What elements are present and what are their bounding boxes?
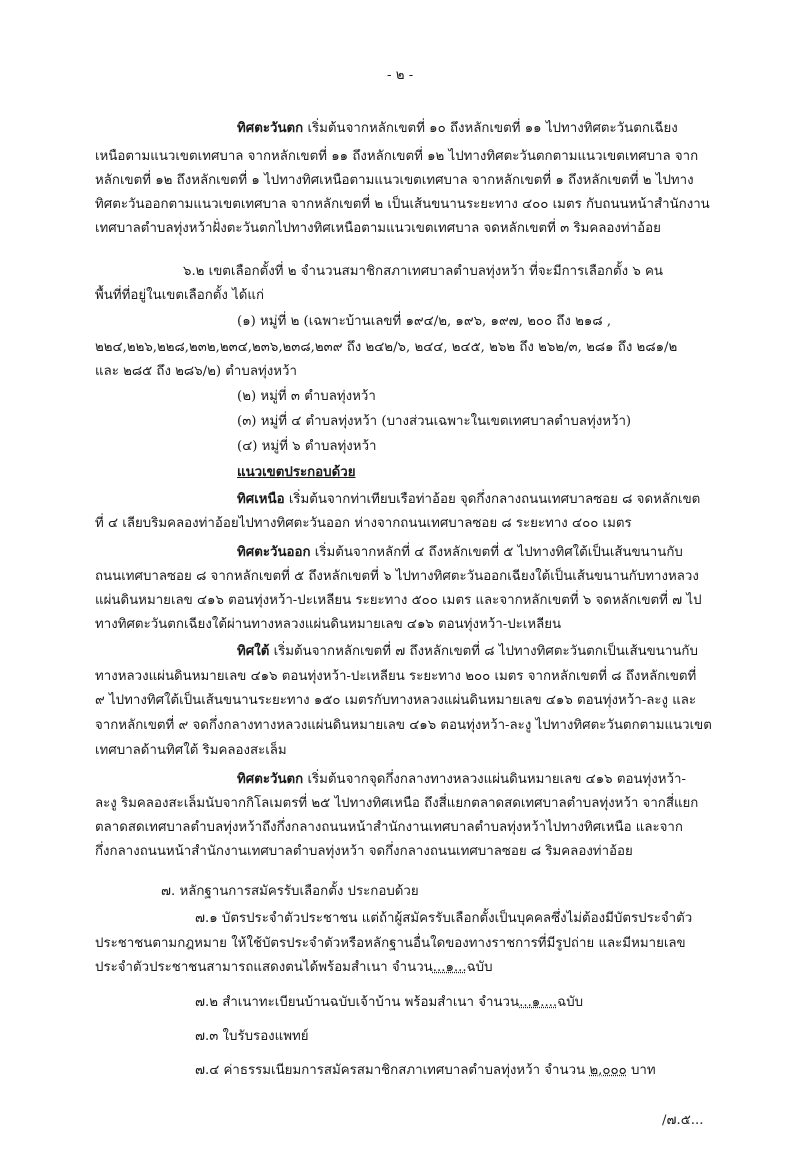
zone-2-item-4: (๔) หมู่ที่ ๖ ตำบลทุ่งหว้า (237, 439, 377, 454)
zone-2-item-1-cont2: และ ๒๘๕ ถึง ๒๘๖/๒) ตำบลทุ่งหว้า (95, 364, 297, 379)
zone-2-item-3: (๓) หมู่ที่ ๔ ตำบลทุ่งหว้า (บางส่วนเฉพาะในเขตเทศบาลตำบลทุ่งหว้า) (237, 414, 632, 429)
west2-boundary-line-2: ละงู ริมคลองสะเล็มนับจากกิโลเมตรที่ ๒๕ ไปทางทิศเหนือ ถึงสี่แยกตลาดสดเทศบาลตำบลทุ่งหว้า จากสี่แยก (95, 796, 699, 811)
south-boundary-line-5: เทศบาลด้านทิศใต้ ริมคลองสะเล็ม (95, 743, 287, 758)
boundary-heading: แนวเขตประกอบด้วย (237, 465, 356, 480)
south-boundary-line-2: ทางหลวงแผ่นดินหมายเลข ๔๑๖ ตอนทุ่งหว้า-ปะเหลียน ระยะทาง ๒๐๐ เมตร จากหลักเขตที่ ๘ ถึงหลักเขตที่ (95, 669, 697, 684)
continuation-marker: /๗.๕... (662, 1113, 704, 1128)
item-7-2: ๗.๒ สำเนาทะเบียนบ้านฉบับเจ้าบ้าน พร้อมสำเนา จำนวน...๑....ฉบับ (195, 995, 584, 1010)
page-number: - ๒ - (387, 68, 414, 83)
south-heading: ทิศใต้ (237, 644, 270, 659)
zone-2-heading: ๖.๒ เขตเลือกตั้งที่ ๒ จำนวนสมาชิกสภาเทศบาลตำบลทุ่งหว้า ที่จะมีการเลือกตั้ง ๖ คน (183, 264, 663, 279)
south-boundary-line-1: ทิศใต้ เริ่มต้นจากหลักเขตที่ ๗ ถึงหลักเขตที่ ๘ ไปทางทิศตะวันตกเป็นเส้นขนานกับ (237, 644, 698, 659)
west2-boundary-line-4: กึ่งกลางถนนหน้าสำนักงานเทศบาลตำบลทุ่งหว้า จดกึ่งกลางถนนเทศบาลซอย ๘ ริมคลองท่าอ้อย (95, 844, 633, 859)
id-card-copy-count: ...๑... (432, 960, 467, 975)
zone-2-area-intro: พื้นที่ที่อยู่ในเขตเลือกตั้ง ได้แก่ (95, 288, 265, 303)
north-boundary-line-2: ที่ ๔ เลียบริมคลองท่าอ้อยไปทางทิศตะวันออก ห่างจากถนนเทศบาลซอย ๘ ระยะทาง ๔๐๐ เมตร (95, 516, 632, 531)
east-boundary-line-2: ถนนเทศบาลซอย ๘ จากหลักเขตที่ ๕ ถึงหลักเขตที่ ๖ ไปทางทิศตะวันออกเฉียงใต้เป็นเส้นขนานกับทางหลวง (95, 569, 699, 584)
west-boundary-line-3: หลักเขตที่ ๑๒ ถึงหลักเขตที่ ๑ ไปทางทิศเหนือตามแนวเขตเทศบาล จากหลักเขตที่ ๑ ถึงหลักเขตที่ ๒ ไปทาง (95, 173, 694, 188)
west2-heading: ทิศตะวันตก (237, 772, 304, 787)
section-7-heading: ๗. หลักฐานการสมัครรับเลือกตั้ง ประกอบด้วย (161, 884, 419, 899)
west-boundary-line-1: ทิศตะวันตก เริ่มต้นจากหลักเขตที่ ๑๐ ถึงหลักเขตที่ ๑๑ ไปทางทิศตะวันตกเฉียง (237, 121, 678, 136)
application-fee-amount: ๒,๐๐๐ (589, 1063, 627, 1078)
house-registration-copy-count: ...๑.... (519, 995, 558, 1010)
east-heading: ทิศตะวันออก (237, 545, 311, 560)
item-7-4: ๗.๔ ค่าธรรมเนียมการสมัครสมาชิกสภาเทศบาลตำบลทุ่งหว้า จำนวน ๒,๐๐๐ บาท (195, 1063, 656, 1078)
zone-2-item-1-cont: ๒๒๔,๒๒๖,๒๒๘,๒๓๒,๒๓๔,๒๓๖,๒๓๘,๒๓๙ ถึง ๒๔๒/๖, ๒๔๔, ๒๔๕, ๒๖๒ ถึง ๒๖๒/๓, ๒๘๑ ถึง ๒๘๑/๒ (95, 340, 678, 355)
east-boundary-line-4: ทางทิศตะวันตกเฉียงใต้ผ่านทางหลวงแผ่นดินหมายเลข ๔๑๖ ตอนทุ่งหว้า-ปะเหลียน (95, 617, 562, 632)
west2-boundary-line-1: ทิศตะวันตก เริ่มต้นจากจุดกึ่งกลางทางหลวงแผ่นดินหมายเลข ๔๑๖ ตอนทุ่งหว้า- (237, 772, 686, 787)
item-7-1-line-2: ประชาชนตามกฎหมาย ให้ใช้บัตรประจำตัวหรือหลักฐานอื่นใดของทางราชการที่มีรูปถ่าย และมีหมายเลข (95, 936, 686, 951)
west-boundary-line-5: เทศบาลตำบลทุ่งหว้าฝั่งตะวันตกไปทางทิศเหนือตามแนวเขตเทศบาล จดหลักเขตที่ ๓ ริมคลองท่าอ้อย (95, 221, 661, 236)
item-7-3: ๗.๓ ใบรับรองแพทย์ (195, 1029, 309, 1044)
east-boundary-line-1: ทิศตะวันออก เริ่มต้นจากหลักที่ ๔ ถึงหลักเขตที่ ๕ ไปทางทิศใต้เป็นเส้นขนานกับ (237, 545, 683, 560)
west-boundary-line-4: ทิศตะวันออกตามแนวเขตเทศบาล จากหลักเขตที่ ๒ เป็นเส้นขนานระยะทาง ๔๐๐ เมตร กับถนนหน้าสำนักงาน (95, 197, 710, 212)
west-boundary-line-2: เหนือตามแนวเขตเทศบาล จากหลักเขตที่ ๑๑ ถึงหลักเขตที่ ๑๒ ไปทางทิศตะวันตกตามแนวเขตเทศบาล จาก (95, 149, 699, 164)
south-boundary-line-3: ๙ ไปทางทิศใต้เป็นเส้นขนานระยะทาง ๑๕๐ เมตรกับทางหลวงแผ่นดินหมายเลข ๔๑๖ ตอนทุ่งหว้า-ละงู และ (95, 693, 697, 708)
south-boundary-line-4: จากหลักเขตที่ ๙ จดกึ่งกลางทางหลวงแผ่นดินหมายเลข ๔๑๖ ตอนทุ่งหว้า-ละงู ไปทางทิศตะวันตกตามแนวเขต (95, 718, 712, 733)
north-heading: ทิศเหนือ (237, 492, 285, 507)
west-heading: ทิศตะวันตก (237, 121, 304, 136)
zone-2-item-1: (๑) หมู่ที่ ๒ (เฉพาะบ้านเลขที่ ๑๙๔/๒, ๑๙๖, ๑๙๗, ๒๐๐ ถึง ๒๑๘ , (237, 314, 612, 329)
zone-2-item-2: (๒) หมู่ที่ ๓ ตำบลทุ่งหว้า (237, 389, 376, 404)
north-boundary-line-1: ทิศเหนือ เริ่มต้นจากท่าเทียบเรือท่าอ้อย จุดกึ่งกลางถนนเทศบาลซอย ๘ จดหลักเขต (237, 492, 701, 507)
item-7-1-line-3: ประจำตัวประชาชนสามารถแสดงตนได้พร้อมสำเนา จำนวน...๑...ฉบับ (95, 960, 493, 975)
east-boundary-line-3: แผ่นดินหมายเลข ๔๑๖ ตอนทุ่งหว้า-ปะเหลียน ระยะทาง ๕๐๐ เมตร และจากหลักเขตที่ ๖ จดหลักเขตที่ ๗ ไป (95, 593, 702, 608)
west2-boundary-line-3: ตลาดสดเทศบาลตำบลทุ่งหว้าถึงกึ่งกลางถนนหน้าสำนักงานเทศบาลตำบลทุ่งหว้าไปทางทิศเหนือ และจาก (95, 820, 683, 835)
item-7-1-line-1: ๗.๑ บัตรประจำตัวประชาชน แต่ถ้าผู้สมัครรับเลือกตั้งเป็นบุคคลซึ่งไม่ต้องมีบัตรประจำตัว (195, 911, 693, 926)
